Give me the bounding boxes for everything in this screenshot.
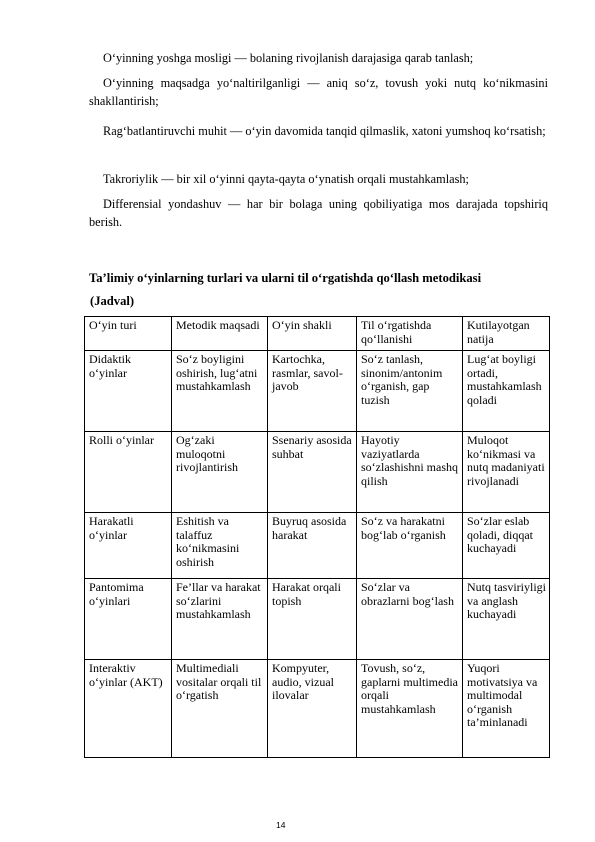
table-row bbox=[85, 660, 550, 758]
table-cell: So‘z tanlash, sinonim/antonim o‘rganish, gap tuzish bbox=[357, 351, 463, 432]
header-cell: Metodik maqsadi bbox=[172, 317, 268, 351]
table-cell: Multimediali vositalar orqali til o‘rgatish bbox=[172, 660, 268, 758]
table-header-row bbox=[85, 317, 550, 351]
header-cell: O‘yin shakli bbox=[268, 317, 357, 351]
header-cell: Til o‘rgatishda qo‘llanishi bbox=[357, 317, 463, 351]
page-number: 14 bbox=[276, 820, 286, 830]
table-cell: Tovush, so‘z, gaplarni multimedia orqali mustahkamlash bbox=[357, 660, 463, 758]
paragraph-goal-orientation: O‘yinning maqsadga yo‘naltirilganligi — aniq so‘z, tovush yoki nutq ko‘nikmasini shakllantirish; bbox=[89, 76, 548, 109]
table-cell: So‘z va harakatni bog‘lab o‘rganish bbox=[357, 513, 463, 579]
table-cell: Yuqori motivatsiya va multimodal o‘rganish ta’minlanadi bbox=[463, 660, 550, 758]
table-cell: Harakat orqali topish bbox=[268, 579, 357, 660]
table-cell: Kartochka, rasmlar, savol-javob bbox=[268, 351, 357, 432]
table-cell: Interaktiv o‘yinlar (AKT) bbox=[85, 660, 172, 758]
table-cell: So‘zlar va obrazlarni bog‘lash bbox=[357, 579, 463, 660]
table-row bbox=[85, 513, 550, 579]
table-cell: So‘z boyligini oshirish, lug‘atni mustahkamlash bbox=[172, 351, 268, 432]
table-cell: Buyruq asosida harakat bbox=[268, 513, 357, 579]
table-row bbox=[85, 351, 550, 432]
table-cell: Kompyuter, audio, vizual ilovalar bbox=[268, 660, 357, 758]
game-types-table bbox=[84, 316, 550, 758]
table-cell: Nutq tasviriyligi va anglash kuchayadi bbox=[463, 579, 550, 660]
table-cell: Pantomima o‘yinlari bbox=[85, 579, 172, 660]
table-cell: Hayotiy vaziyatlarda so‘zlashishni mashq qilish bbox=[357, 432, 463, 513]
paragraph-encouraging-environment: Rag‘batlantiruvchi muhit — o‘yin davomida tanqid qilmaslik, xatoni yumshoq ko‘rsatish; bbox=[103, 124, 546, 138]
table-row bbox=[85, 579, 550, 660]
table-cell: Og‘zaki muloqotni rivojlantirish bbox=[172, 432, 268, 513]
table-cell: Rolli o‘yinlar bbox=[85, 432, 172, 513]
header-cell: Kutilayotgan natija bbox=[463, 317, 550, 351]
table-cell: Ssenariy asosida suhbat bbox=[268, 432, 357, 513]
header-cell: O‘yin turi bbox=[85, 317, 172, 351]
table-cell: Eshitish va talaffuz ko‘nikmasini oshirish bbox=[172, 513, 268, 579]
table-cell: Lug‘at boyligi ortadi, mustahkamlash qoladi bbox=[463, 351, 550, 432]
paragraph-age-appropriateness: O‘yinning yoshga mosligi — bolaning rivojlanish darajasiga qarab tanlash; bbox=[103, 51, 474, 65]
table-cell: Muloqot ko‘nikmasi va nutq madaniyati rivojlanadi bbox=[463, 432, 550, 513]
table-caption: (Jadval) bbox=[90, 294, 135, 308]
paragraph-repetition: Takroriylik — bir xil o‘yinni qayta-qayta o‘ynatish orqali mustahkamlash; bbox=[103, 172, 469, 186]
table-cell: Fe’llar va harakat so‘zlarini mustahkamlash bbox=[172, 579, 268, 660]
section-heading: Ta’limiy o‘yinlarning turlari va ularni til o‘rgatishda qo‘llash metodikasi bbox=[89, 271, 482, 285]
table-cell: Didaktik o‘yinlar bbox=[85, 351, 172, 432]
paragraph-differential-approach: Differensial yondashuv — har bir bolaga uning qobiliyatiga mos darajada topshiriq berish. bbox=[89, 197, 548, 230]
table-cell: So‘zlar eslab qoladi, diqqat kuchayadi bbox=[463, 513, 550, 579]
table-row bbox=[85, 432, 550, 513]
table-cell: Harakatli o‘yinlar bbox=[85, 513, 172, 579]
